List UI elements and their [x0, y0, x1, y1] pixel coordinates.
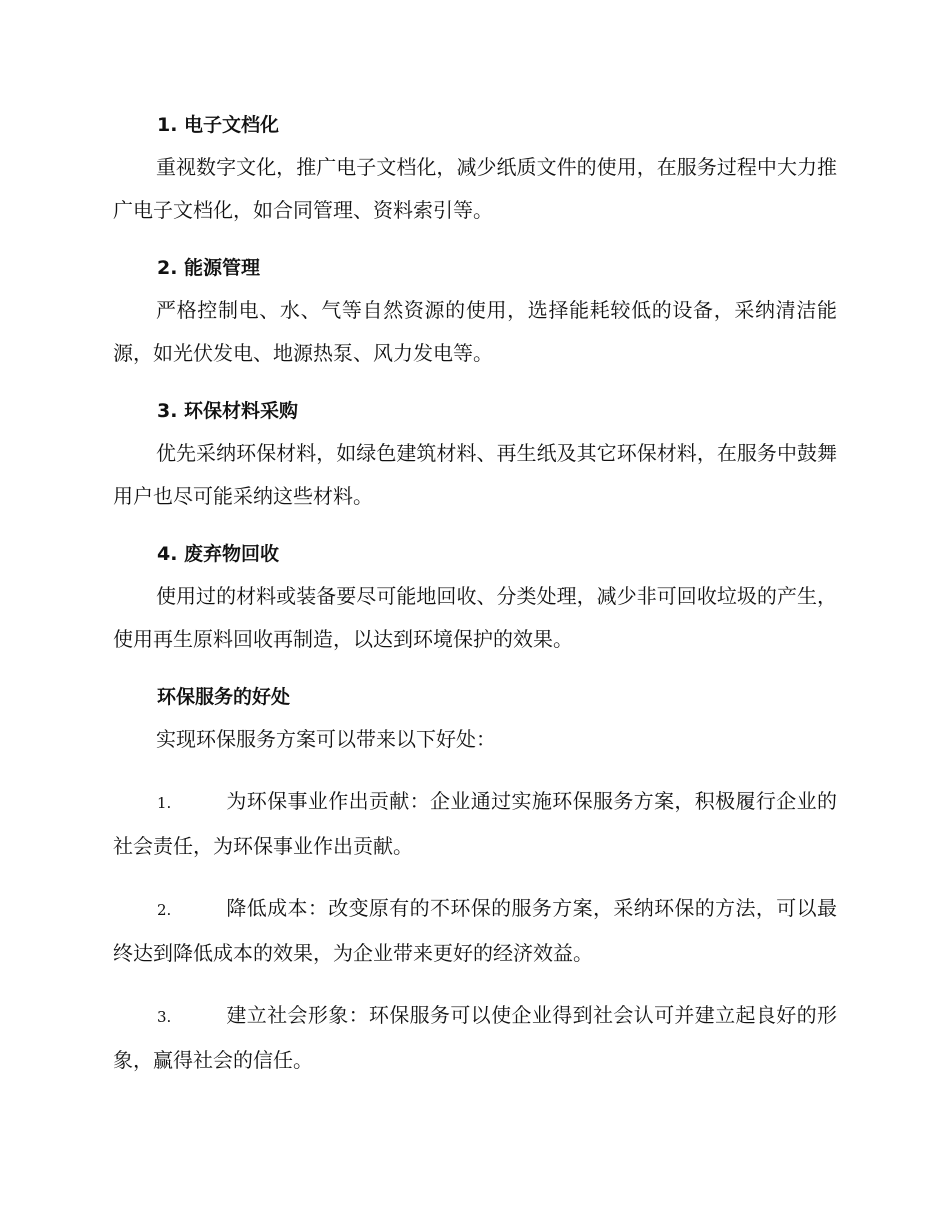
- section-body-recycling: 使用过的材料或装备要尽可能地回收、分类处理，减少非可回收垃圾的产生，使用再生原料回收再制造，以达到环境保护的效果。: [113, 584, 837, 651]
- benefit-number: 2.: [157, 901, 172, 919]
- section-heading-energy: 2. 能源管理: [157, 257, 261, 279]
- section-heading-materials: 3. 环保材料采购: [157, 400, 299, 422]
- benefit-text: 建立社会形象：环保服务可以使企业得到社会认可并建立起良好的形象，赢得社会的信任。: [113, 1003, 837, 1072]
- benefit-item: [113, 994, 837, 1082]
- section-body-energy: 严格控制电、水、气等自然资源的使用，选择能耗较低的设备，采纳清洁能源，如光伏发电、地源热泵、风力发电等。: [113, 298, 837, 365]
- benefits-heading: 环保服务的好处: [157, 686, 291, 708]
- benefit-item: [113, 887, 837, 975]
- document-page: [113, 108, 837, 1101]
- benefit-number: 3.: [157, 1008, 172, 1026]
- benefit-text: 降低成本：改变原有的不环保的服务方案，采纳环保的方法，可以最终达到降低成本的效果，为企业带来更好的经济效益。: [113, 896, 837, 965]
- benefit-text: 为环保事业作出贡献：企业通过实施环保服务方案，积极履行企业的社会责任，为环保事业作出贡献。: [113, 789, 837, 858]
- section-body-digital-docs: 重视数字文化，推广电子文档化，减少纸质文件的使用，在服务过程中大力推广电子文档化，如合同管理、资料索引等。: [113, 155, 837, 222]
- section-heading-digital-docs: 1. 电子文档化: [157, 114, 280, 136]
- section-heading-recycling: 4. 废弃物回收: [157, 543, 280, 565]
- section-body-materials: 优先采纳环保材料，如绿色建筑材料、再生纸及其它环保材料，在服务中鼓舞用户也尽可能采纳这些材料。: [113, 441, 837, 508]
- benefit-item: [113, 780, 837, 868]
- benefits-intro: 实现环保服务方案可以带来以下好处：: [156, 727, 496, 751]
- benefit-number: 1.: [157, 794, 172, 812]
